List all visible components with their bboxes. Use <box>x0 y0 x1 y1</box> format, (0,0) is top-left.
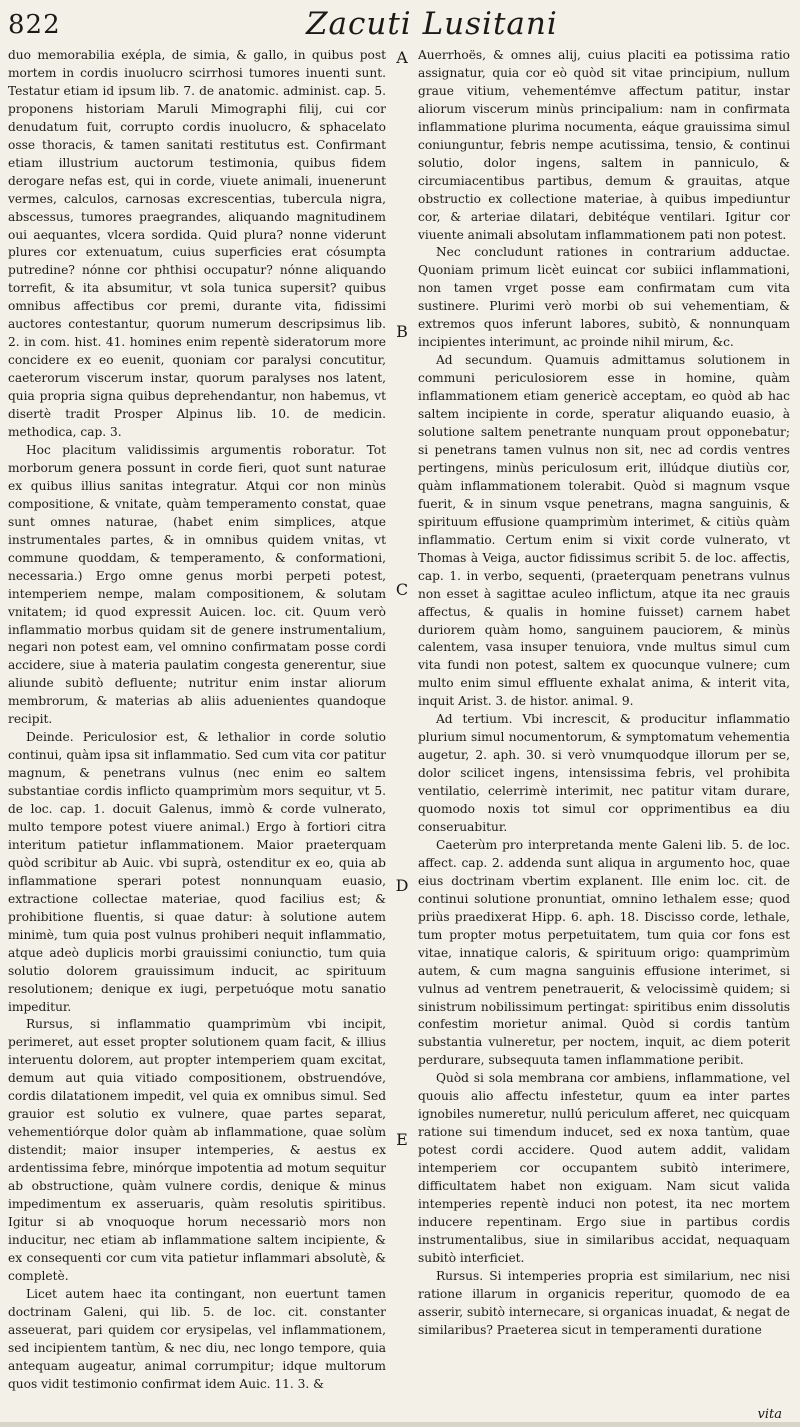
page-number: 822 <box>8 10 61 40</box>
paragraph: Licet autem haec ita contingant, non euertunt tamen doctrinam Galeni, qui lib. 5. de loc. cit. constanter asseuerat, pari quidem cor erysipelas, vel inflammationem, sed incipientem tantùm, & nec diu, nec longo tempore, quia antequam augeatur, animal corrumpitur; idque multorum quos vidit testimonio confirmat idem Auic. 11. 3. & <box>8 1286 386 1391</box>
paragraph: Hoc placitum validissimis argumentis roboratur. Tot morborum genera possunt in corde fieri, quot sunt naturae ex quibus illius sanitas integratur. Atqui cor non minùs compositione, & vnitate, quàm temperamento constat, quae sunt omnes naturae, (habet enim simplices, atque instrumentales partes, & in omnibus quidem vnitas, vt commune quoddam, & temperamento, & conformationi, necessaria.) Ergo omne genus morbi perpeti potest, intemperiem nempe, malam compositionem, & solutam vnitatem; id quod expressit Auicen. loc. cit. Quum verò inflammatio morbus quidam sit de genere instrumentalium, negari non potest eam, vel omnino confirmatam posse cordi accidere, siue à materia paulatim congesta generentur, siue aliunde subitò defluente; nutritur enim instar aliorum membrorum, & materias ab aliis aduenientes quandoque recipit. <box>8 442 386 727</box>
paragraph: Auerrhoës, & omnes alij, cuius placiti ea potissima ratio assignatur, quia cor eò quòd sit vitae principium, nullum graue vitium, vehementémve affectum patitur, instar aliorum viscerum minùs principalium: nam in confirmata inflammatione plurima nocumenta, eáque grauissima simul coniunguntur, febris nempe acutissima, tensio, & continui solutio, dolor ingens, saltem in panniculo, & circumiacentibus partibus, demum & grauitas, atque obstructio ex collectione materiae, à quibus impediuntur cor, & arteriae dilatari, debitéque ventilari. Igitur cor viuente animali absolutam inflammationem pati non potest. <box>418 48 790 242</box>
catchword: vita <box>757 1407 782 1422</box>
paragraph: Deinde. Periculosior est, & lethalior in corde solutio continui, quàm ipsa sit inflammatio. Sed cum vita cor patitur magnum, & penetrans vulnus (nec enim eo saltem substantiae cordis inflicto quamprimùm mors sequitur, vt 5. de loc. cap. 1. docuit Galenus, immò & corde vulnerato, multo tempore potest viuere animal.) Ergo à fortiori citra interitum patietur inflammationem. Maior praeterquam quòd scribitur ab Auic. vbi suprà, ostenditur ex eo, quia ab inflammatione sperari potest nonnunquam euasio, extractione collectae materiae, quod facilius est; & prohibitione fluentis, si quae datur: à solutione autem minimè, tum quia post vulnus prohiberi nequit inflammatio, atque adeò duplicis morbi grauissimi coniunctio, tum quia solutio dolorem grauissimum inducit, ac spirituum resolutionem; denique ex iugi, perpetuóque motu sanatio impeditur. <box>8 730 386 1014</box>
running-head: Zacuti Lusitani <box>306 6 558 42</box>
paragraph: Rursus. Si intemperies propria est similarium, nec nisi ratione illarum in organicis reperitur, quomodo de ea asserir, subitò internecare, si organicas inuadat, & negat de similaribus? Praeterea sicut in temperamenti duratione <box>418 1268 790 1337</box>
paragraph: Caeterùm pro interpretanda mente Galeni lib. 5. de loc. affect. cap. 2. addenda sunt aliqua in argumento hoc, quae eius doctrinam vbertim explanent. Ille enim loc. cit. de continui solutione pronuntiat, omnino lethalem esse; quod priùs praedixerat Hipp. 6. aph. 18. Discisso corde, lethale, tum propter motus perpetuitatem, tum quia cor fons est vitae, innatique caloris, & spirituum origo: quamprimùm autem, & cum magna sanguinis effusione interimet, si vulnus ad ventrem penetrauerit, & velocissimè quidem; si sinistrum nobilissimum pertingat: spiritibus enim dissolutis confestim morietur animal. Quòd si cordis tantùm substantia vulneretur, per noctem, inquit, ac diem poterit perdurare, subsequuta tamen inflammatione peribit. <box>418 837 790 1068</box>
page-header <box>6 0 786 46</box>
paragraph: duo memorabilia exépla, de simia, & gallo, in quibus post mortem in cordis inuolucro scirrhosi tumores inuenti sunt. Testatur etiam id ipsum lib. 7. de anatomic. administ. cap. 5. proponens historiam Maruli Mimographi filij, cui cor denudatum fuit, corrupto cordis inuolucro, & sphacelato osse thoracis, & tamen sanitati restitutus est. Confirmant etiam illustrium auctorum testimonia, quibus fidem derogare nefas est, qui in corde, viuete animali, inuenerunt vermes, calculos, carnosas excrescentias, tubercula nigra, abscessus, tumores praegrandes, aliquando magnitudinem oui aequantes, vlcera sordida. Quid plura? nonne viderunt plures cor extenuatum, cuius superficies erat cósumpta putredine? nónne cor phthisi occupatur? nónne aliquando torrefit, & ita absumitur, vt sola tunica supersit? quibus omnibus affectibus cor premi, durante vita, fidissimi auctores contestantur, quorum numerum descripsimus lib. 2. in com. hist. 41. homines enim repentè sideratorum more concidere ex eo euenit, quoniam cor paralysi concutitur, caeterorum viscerum instar, quorum paralyses nos latent, quia propria signa quibus deprehendantur, non habemus, vt disertè tradit Prosper Alpinus lib. 10. de medicin. methodica, cap. 3. <box>8 48 386 440</box>
margin-letter-d: D <box>395 876 409 895</box>
bottom-edge <box>0 1422 800 1427</box>
margin-letter-b: B <box>396 322 408 341</box>
margin-letter-e: E <box>396 1130 408 1149</box>
paragraph: Ad tertium. Vbi increscit, & producitur inflammatio plurium simul nocumentorum, & symptomatum vehementia augetur, 2. aph. 30. si verò vnumquodque illorum per se, dolor scilicet ingens, intensissima febris, vel prohibita ventilatio, celerrimè interimit, nec patitur vitam durare, quomodo noxis tot simul cor opprimentibus ea diu conseruabitur. <box>418 712 790 834</box>
right-column <box>418 47 790 1340</box>
left-column <box>8 47 386 1393</box>
paragraph: Rursus, si inflammatio quamprimùm vbi incipit, perimeret, aut esset propter solutionem quam facit, & illius interuentu dolorem, aut propter intemperiem quam excitat, demum aut quia vitiado compositionem, obstruendóve, cordis dilatationem impedit, vel quia ex omnibus simul. Sed grauior est solutio ex vulnere, quae partes separat, vehementiórque dolor quàm ab inflammatione, quae solùm distendit; maior insuper intemperies, & aestus ex ardentissima febre, minórque impotentia ad motum sequitur ab obstructione, quàm vulnere cordis, denique & minus impedimentum ex asseruaris, quàm resolutis spiritibus. Igitur si ab vnoquoque horum necessariò mors non inducitur, nec etiam ab inflammatione saltem incipiente, & ex consequenti cor cum vita patietur inflammari absolutè, & completè. <box>8 1017 386 1283</box>
margin-letter-c: C <box>395 580 409 599</box>
paragraph: Nec concludunt rationes in contrarium adductae. Quoniam primum licèt euincat cor subiici inflammationi, non tamen vrget posse eam confirmatam cum vita sustinere. Plurimi verò morbi ob sui vehementiam, & extremos quos inferunt labores, subitò, & nonnunquam incipientes interimunt, ac proinde nihil mirum, &c. <box>418 245 790 350</box>
paragraph: Ad secundum. Quamuis admittamus solutionem in communi periculosiorem esse in homine, quàm inflammationem etiam genericè acceptam, eo quòd ab hac saltem incipiente in corde, speratur aliquando euasio, à solutione saltem penetrante nunquam prout opponebatur; si penetrans tamen vulnus non sit, nec ad cordis ventres pertingens, minùs periculosum erit, illúdque diutiùs cor, quàm inflammationem tolerabit. Quòd si magnum vsque fuerit, & in sinum vsque penetrans, magna sanguinis, & spirituum effusione quamprimùm interimet, & citiùs quàm inflammatio. Certum enim si vixit corde vulnerato, vt Thomas à Veiga, auctor fidissimus scribit 5. de loc. affectis, cap. 1. in verbo, sequenti, (praeterquam penetrans vulnus non esset à sagittae aculeo inflictum, atque ita nec grauis affectus, & qualis in homine fuisset) carnem habet duriorem quàm homo, sanguinem pauciorem, & minùs calentem, vasa insuper tenuiora, vnde multus simul cum vita fundi non potest, saltem ex quocunque vulnere; cum multo enim simul effluente exhalat anima, & interit vita, inquit Arist. 3. de histor. animal. 9. <box>418 353 790 709</box>
paragraph: Quòd si sola membrana cor ambiens, inflammatione, vel quouis alio affectu infestetur, quum ea inter partes ignobiles numeretur, nullú periculum afferet, nec quicquam ratione sui timendum inducet, sed ex noxa tantùm, quae potest cordi accidere. Quod autem addit, validam intemperiem cor occupantem subitò interimere, difficultatem habet non exiguam. Nam sicut valida intemperies repentè induci non potest, ita nec mortem inducere repentinam. Ergo siue in partibus cordis instrumentalibus, siue in similaribus accidat, nequaquam subitò interficiet. <box>418 1071 790 1265</box>
margin-letter-a: A <box>396 48 408 67</box>
